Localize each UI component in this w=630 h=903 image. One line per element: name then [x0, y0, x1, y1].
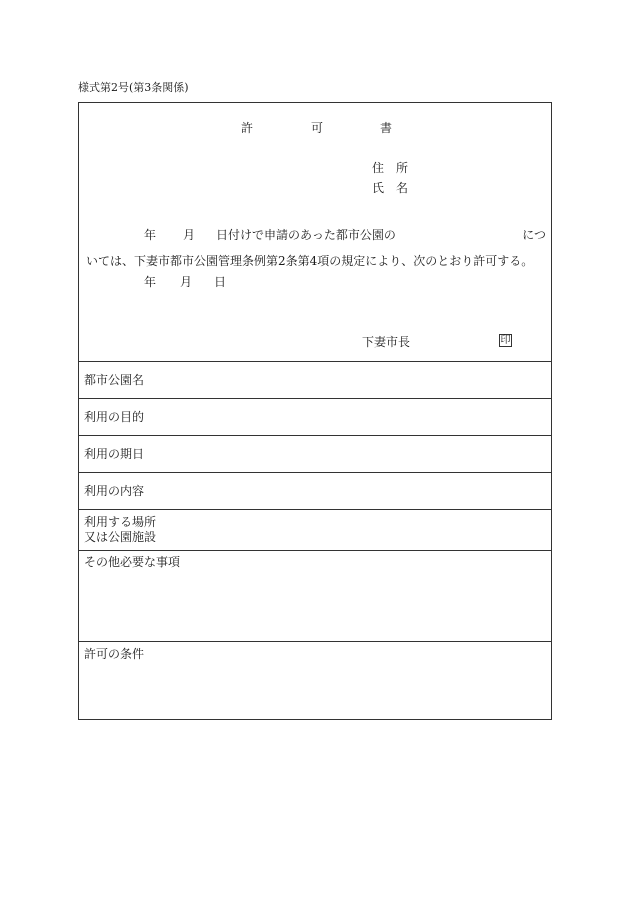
row-label-other-matters: その他必要な事項 [84, 555, 181, 569]
body-line-1-left [86, 222, 396, 248]
body-line-2: いては、下妻市都市公園管理条例第2条第4項の規定により、次のとおり許可する。 [86, 254, 534, 268]
application-month-label: 月 [183, 228, 196, 242]
row-divider [79, 472, 551, 473]
row-label-content: 利用の内容 [84, 484, 145, 498]
address-label: 住 所 [372, 161, 409, 175]
row-divider [79, 398, 551, 399]
title-char-1: 許 [241, 121, 254, 135]
permit-form-frame [78, 102, 552, 720]
issue-day-label: 日 [214, 275, 227, 289]
issuer-title: 下妻市長 [362, 335, 411, 349]
permit-body [86, 222, 546, 274]
row-label-period: 利用の期日 [84, 447, 145, 461]
row-label-location: 利用する場所 [84, 515, 157, 529]
title-char-3: 書 [380, 121, 393, 135]
application-year-label: 年 [144, 228, 157, 242]
issue-year-label: 年 [144, 275, 157, 289]
row-divider [79, 641, 551, 642]
row-label-conditions: 許可の条件 [84, 647, 145, 661]
name-label: 氏 名 [372, 181, 409, 195]
body-line-1-end: につ [522, 228, 546, 242]
issue-month-label: 月 [180, 275, 193, 289]
title-char-2: 可 [311, 121, 324, 135]
row-label-location-2: 又は公園施設 [84, 530, 157, 544]
row-divider [79, 509, 551, 510]
application-text: 日付けで申請のあった都市公園の [216, 228, 396, 242]
row-label-park-name: 都市公園名 [84, 373, 145, 387]
seal-mark: 印 [500, 335, 511, 346]
row-divider [79, 435, 551, 436]
row-divider [79, 550, 551, 551]
form-number-label: 様式第2号(第3条関係) [78, 81, 189, 94]
body-line-1 [86, 222, 546, 248]
row-label-purpose: 利用の目的 [84, 410, 145, 424]
row-divider [79, 361, 551, 362]
